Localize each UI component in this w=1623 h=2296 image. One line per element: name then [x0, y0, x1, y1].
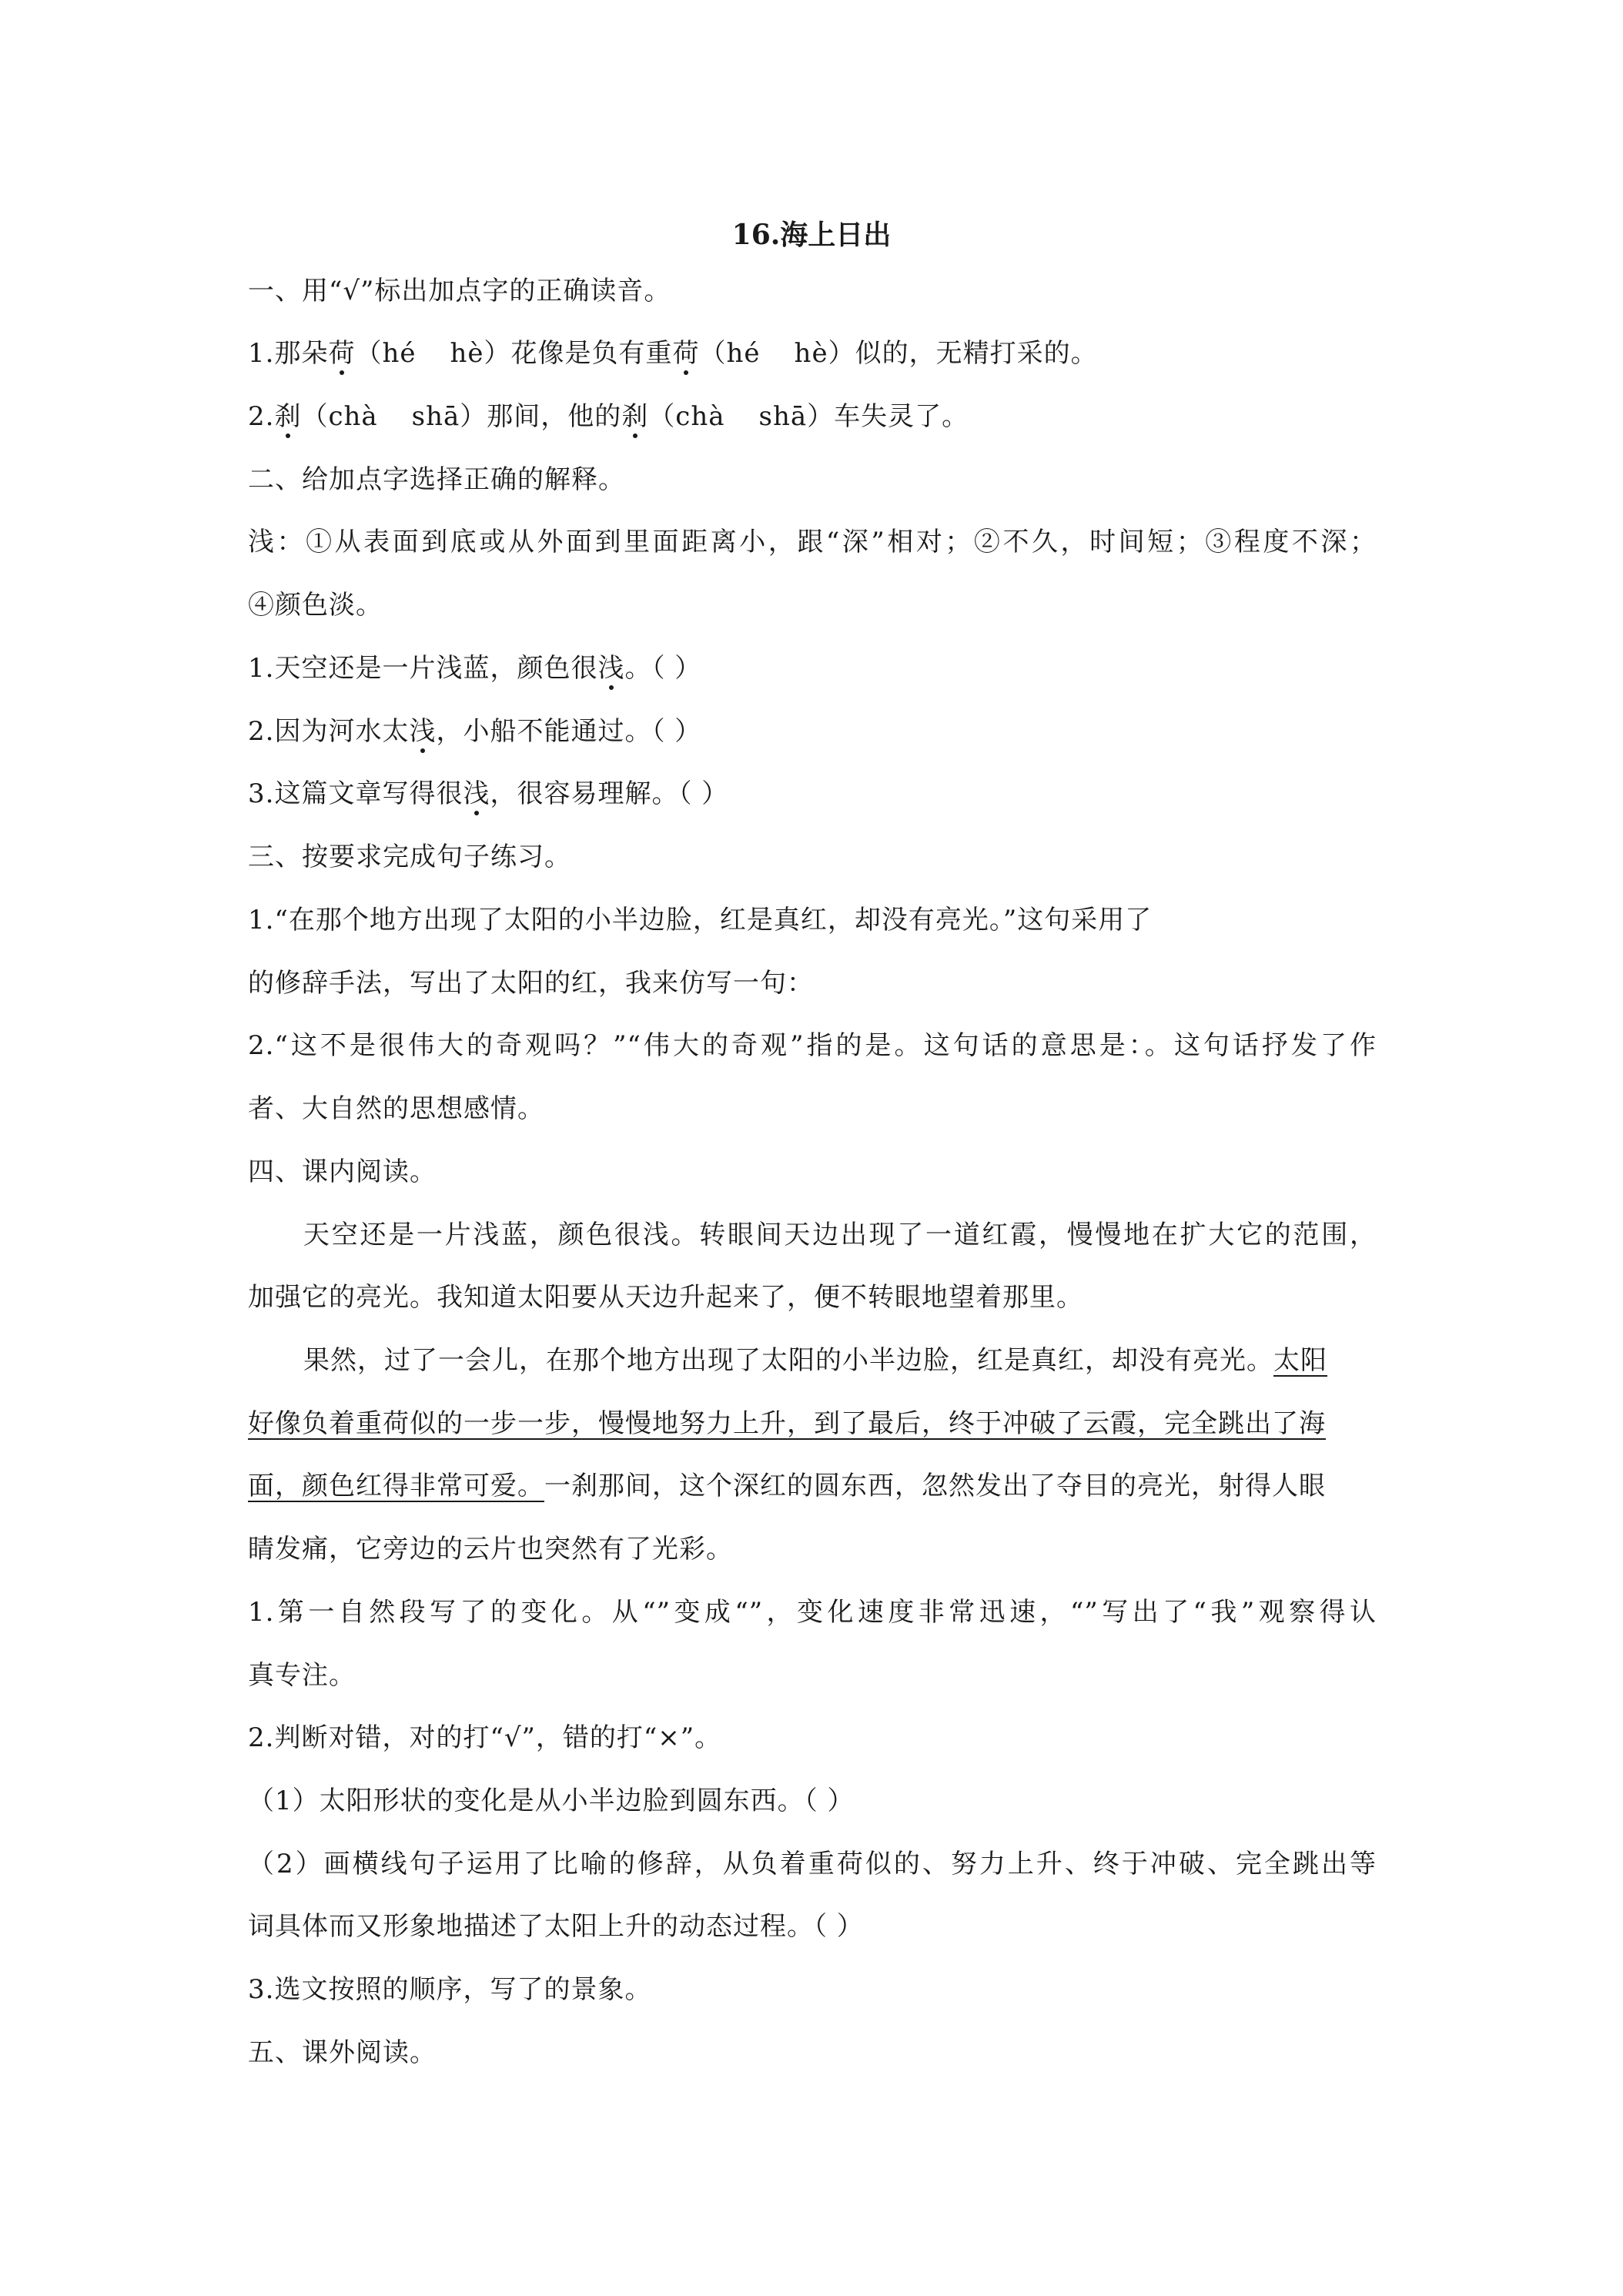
text: hè）似的，无精打采的。	[794, 338, 1098, 369]
dotted-char: 浅	[463, 778, 490, 809]
dotted-char: 刹	[621, 401, 649, 432]
question-2-3	[248, 776, 728, 812]
passage-p2-line-4: 睛发痛，它旁边的云片也突然有了光彩。	[248, 1534, 733, 1565]
question-4-1-line-1: 1.第一自然段写了的变化。从“”变成“”，变化速度非常迅速，“”写出了“我”观察得认	[248, 1597, 1377, 1628]
question-4-3: 3.选文按照的顺序，写了的景象。	[248, 1974, 652, 2005]
text: 1.那朵	[248, 338, 329, 369]
text: ，很容易理解。（ ）	[490, 778, 729, 809]
question-3-2-line-2: 者、大自然的思想感情。	[248, 1093, 544, 1124]
text: 2.	[248, 401, 275, 432]
page-title: 16.海上日出	[731, 219, 892, 251]
passage-p2-line-1	[303, 1343, 1327, 1378]
underlined-text: 面，颜色红得非常可爱。	[248, 1471, 544, 1501]
passage-p2-line-3	[248, 1468, 1326, 1504]
definition-line-1: 浅：①从表面到底或从外面到里面距离小，跟“深”相对；②不久，时间短；③程度不深；	[248, 527, 1377, 557]
underlined-text: 好像负着重荷似的一步一步，慢慢地努力上升，到了最后，终于冲破了云霞，完全跳出了海	[248, 1408, 1326, 1439]
definition-line-2: ④颜色淡。	[248, 590, 383, 621]
passage-p2-line-2	[248, 1406, 1326, 1441]
text: 一刹那间，这个深红的圆东西，忽然发出了夺目的亮光，射得人眼	[544, 1471, 1326, 1501]
text: 。（ ）	[624, 653, 702, 684]
question-4-2-2-line-1: （2）画横线句子运用了比喻的修辞，从负着重荷似的、努力上升、终于冲破、完全跳出等	[248, 1849, 1377, 1879]
dotted-char: 浅	[597, 653, 625, 684]
text: shā）那间，他的	[411, 401, 622, 432]
text: hè）花像是负有重	[450, 338, 673, 369]
text: shā）车失灵了。	[758, 401, 969, 432]
section-3-heading: 三、按要求完成句子练习。	[248, 842, 571, 872]
section-5-heading: 五、课外阅读。	[248, 2037, 437, 2068]
question-1-2	[248, 399, 969, 434]
dotted-char: 浅	[409, 716, 437, 747]
text: 1.天空还是一片浅蓝，颜色很	[248, 653, 598, 684]
section-4-heading: 四、课内阅读。	[248, 1156, 437, 1187]
question-4-2-2-line-2: 词具体而又形象地描述了太阳上升的动态过程。（ ）	[248, 1911, 864, 1942]
section-1-heading: 一、用“√”标出加点字的正确读音。	[248, 276, 671, 306]
dotted-char: 荷	[328, 338, 356, 369]
text: 2.因为河水太	[248, 716, 410, 747]
text: 果然，过了一会儿，在那个地方出现了太阳的小半边脸，红是真红，却没有亮光。	[303, 1345, 1273, 1376]
text: （chà	[648, 401, 725, 432]
section-2-heading: 二、给加点字选择正确的解释。	[248, 464, 625, 495]
text: （hé	[699, 338, 761, 369]
question-3-1-line-2: 的修辞手法，写出了太阳的红，我来仿写一句：	[248, 968, 814, 999]
question-4-2-1: （1）太阳形状的变化是从小半边脸到圆东西。（ ）	[248, 1786, 855, 1816]
dotted-char: 刹	[274, 401, 302, 432]
text: 3.这篇文章写得很	[248, 778, 463, 809]
question-4-2: 2.判断对错，对的打“√”，错的打“×”。	[248, 1722, 722, 1753]
question-4-1-line-2: 真专注。	[248, 1660, 356, 1691]
text: （chà	[301, 401, 378, 432]
question-2-1	[248, 651, 701, 686]
question-3-1-line-1: 1.“在那个地方出现了太阳的小半边脸，红是真红，却没有亮光。”这句采用了	[248, 905, 1153, 935]
question-3-2-line-1: 2.“这不是很伟大的奇观吗？”“伟大的奇观”指的是。这句话的意思是：。这句话抒发了作	[248, 1030, 1377, 1061]
underlined-text: 太阳	[1273, 1345, 1327, 1376]
dotted-char: 荷	[672, 338, 700, 369]
question-1-1	[248, 336, 1098, 371]
passage-p1-line-2: 加强它的亮光。我知道太阳要从天边升起来了，便不转眼地望着那里。	[248, 1282, 1083, 1313]
text: （hé	[355, 338, 417, 369]
question-2-2	[248, 714, 701, 749]
passage-p1-line-1: 天空还是一片浅蓝，颜色很浅。转眼间天边出现了一道红霞，慢慢地在扩大它的范围，	[303, 1220, 1377, 1250]
text: ，小船不能通过。（ ）	[436, 716, 702, 747]
